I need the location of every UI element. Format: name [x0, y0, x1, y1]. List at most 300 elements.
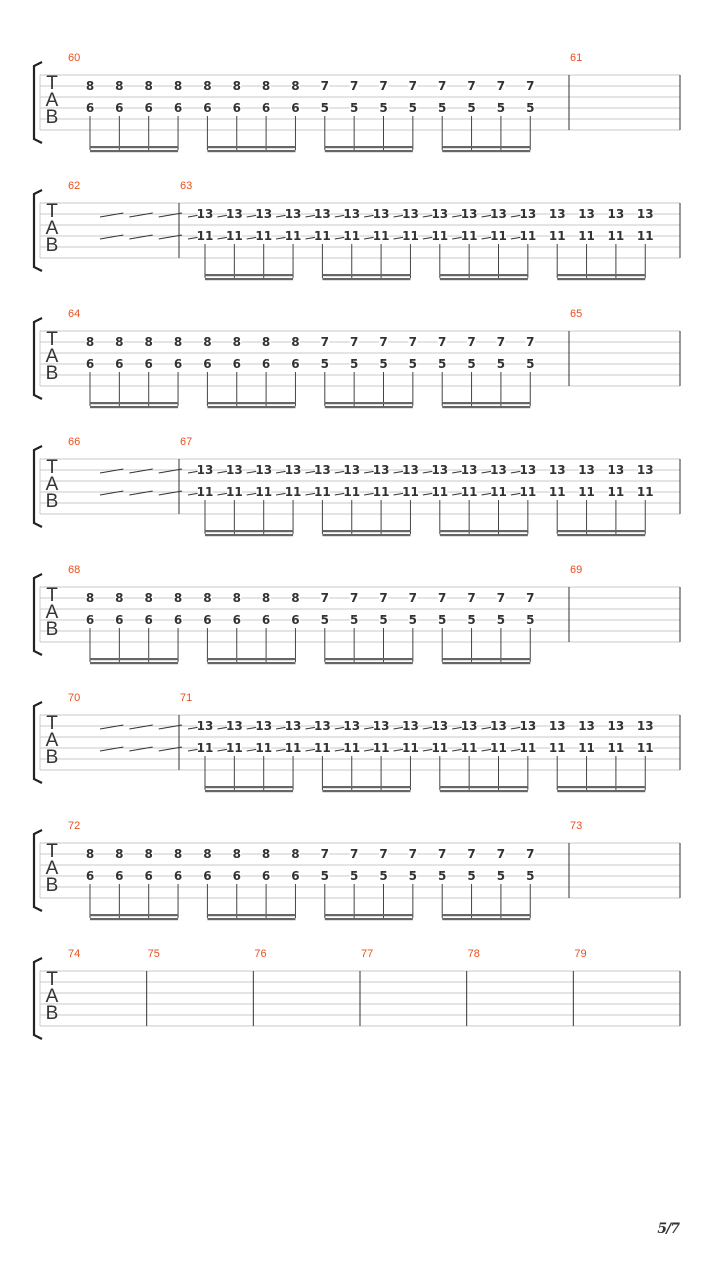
fret-number: 11: [431, 229, 449, 243]
fret-number: 13: [196, 463, 214, 477]
beam: [207, 914, 295, 916]
fret-number: 7: [467, 847, 476, 861]
fret-number: 5: [467, 613, 476, 627]
tab-clef-letter: A: [45, 346, 59, 367]
beam: [207, 918, 295, 920]
measure-number: 63: [180, 180, 193, 192]
fret-number: 8: [85, 79, 95, 93]
tab-clef-letter: B: [45, 875, 59, 896]
fret-number: 5: [438, 101, 447, 115]
fret-number: 8: [144, 79, 153, 93]
fret-number: 7: [438, 335, 447, 349]
fret-number: 5: [496, 101, 506, 115]
beam: [207, 150, 295, 152]
fret-number: 11: [519, 485, 537, 499]
fret-number: 8: [261, 79, 271, 93]
beam: [325, 150, 413, 152]
measure-number: 68: [68, 564, 81, 576]
fret-number: 13: [402, 207, 419, 221]
beam: [557, 534, 645, 536]
beam: [557, 274, 645, 276]
fret-number: 6: [203, 869, 212, 883]
fret-number: 6: [261, 101, 271, 115]
fret-number: 11: [255, 229, 273, 243]
tab-clef-letter: A: [45, 218, 59, 239]
fret-number: 7: [438, 591, 447, 605]
fret-number: 5: [320, 101, 329, 115]
beam: [207, 406, 295, 408]
tab-clef-letter: B: [45, 619, 59, 640]
fret-number: 7: [379, 847, 388, 861]
system-bracket: [34, 702, 42, 783]
fret-number: 8: [144, 847, 153, 861]
beam: [90, 402, 178, 404]
fret-number: 8: [232, 591, 241, 605]
fret-number: 6: [115, 357, 124, 371]
fret-number: 7: [320, 79, 329, 93]
fret-number: 6: [261, 357, 271, 371]
tab-clef-letter: B: [45, 235, 59, 256]
fret-number: 7: [349, 591, 359, 605]
fret-number: 5: [526, 357, 535, 371]
fret-number: 6: [203, 613, 212, 627]
fret-number: 8: [291, 591, 300, 605]
fret-number: 5: [438, 869, 447, 883]
tab-clef-letter: T: [46, 329, 58, 350]
fret-number: 13: [314, 207, 331, 221]
fret-number: 5: [408, 869, 418, 883]
fret-number: 13: [578, 463, 595, 477]
fret-number: 6: [85, 613, 95, 627]
fret-number: 6: [115, 869, 124, 883]
fret-number: 13: [548, 207, 566, 221]
fret-number: 7: [379, 335, 388, 349]
fret-number: 11: [548, 485, 566, 499]
fret-number: 13: [578, 207, 595, 221]
fret-number: 13: [607, 719, 625, 733]
beam: [207, 402, 295, 404]
beam: [442, 662, 530, 664]
tab-clef-letter: A: [45, 474, 59, 495]
system-bracket: [34, 958, 42, 1039]
fret-number: 8: [173, 847, 183, 861]
fret-number: 5: [320, 357, 329, 371]
fret-number: 8: [203, 847, 212, 861]
fret-number: 11: [314, 485, 331, 499]
fret-number: 13: [284, 207, 302, 221]
tab-clef-letter: T: [46, 969, 58, 990]
tab-clef-letter: T: [46, 841, 58, 862]
tab-clef-letter: T: [46, 201, 58, 222]
system-bracket: [34, 446, 42, 527]
fret-number: 5: [349, 357, 359, 371]
measure-number: 77: [361, 948, 374, 960]
fret-number: 13: [196, 719, 214, 733]
fret-number: 7: [408, 847, 418, 861]
fret-number: 8: [232, 847, 241, 861]
beam: [325, 918, 413, 920]
fret-number: 13: [519, 463, 537, 477]
fret-number: 13: [460, 719, 478, 733]
fret-number: 11: [402, 229, 419, 243]
fret-number: 8: [232, 79, 241, 93]
beam: [440, 534, 528, 536]
beam: [90, 918, 178, 920]
fret-number: 6: [291, 357, 300, 371]
fret-number: 11: [548, 229, 566, 243]
fret-number: 7: [467, 335, 476, 349]
fret-number: 11: [490, 229, 507, 243]
fret-number: 5: [349, 613, 359, 627]
fret-number: 13: [607, 463, 625, 477]
beam: [205, 530, 293, 532]
beam: [207, 662, 295, 664]
fret-number: 13: [225, 207, 243, 221]
fret-number: 6: [173, 869, 183, 883]
fret-number: 5: [349, 869, 359, 883]
fret-number: 13: [548, 463, 566, 477]
beam: [440, 790, 528, 792]
fret-number: 7: [526, 591, 535, 605]
fret-number: 8: [144, 591, 153, 605]
fret-number: 8: [144, 335, 153, 349]
fret-number: 13: [548, 719, 566, 733]
beam: [557, 790, 645, 792]
beam: [325, 662, 413, 664]
measure-number: 61: [570, 52, 583, 64]
fret-number: 8: [232, 335, 241, 349]
fret-number: 8: [115, 79, 124, 93]
fret-number: 11: [372, 229, 390, 243]
fret-number: 11: [578, 741, 595, 755]
beam: [207, 658, 295, 660]
fret-number: 13: [431, 207, 449, 221]
fret-number: 11: [255, 741, 273, 755]
fret-number: 5: [408, 357, 418, 371]
tab-clef-letter: A: [45, 730, 59, 751]
beam: [322, 274, 410, 276]
fret-number: 6: [232, 869, 241, 883]
fret-number: 13: [636, 719, 654, 733]
fret-number: 8: [85, 335, 95, 349]
fret-number: 6: [261, 869, 271, 883]
fret-number: 13: [314, 463, 331, 477]
fret-number: 8: [173, 591, 183, 605]
fret-number: 13: [343, 719, 361, 733]
measure-number: 74: [68, 948, 81, 960]
fret-number: 5: [379, 613, 388, 627]
measure-number: 65: [570, 308, 583, 320]
fret-number: 6: [115, 101, 124, 115]
fret-number: 5: [496, 613, 506, 627]
fret-number: 5: [526, 869, 535, 883]
fret-number: 11: [314, 229, 331, 243]
fret-number: 13: [519, 207, 537, 221]
fret-number: 11: [284, 485, 302, 499]
fret-number: 11: [314, 741, 331, 755]
measure-number: 72: [68, 820, 81, 832]
measure-number: 76: [254, 948, 267, 960]
fret-number: 11: [460, 229, 478, 243]
fret-number: 6: [85, 869, 95, 883]
fret-number: 7: [349, 847, 359, 861]
fret-number: 11: [284, 741, 302, 755]
fret-number: 8: [261, 847, 271, 861]
fret-number: 11: [284, 229, 302, 243]
fret-number: 11: [343, 485, 361, 499]
beam: [440, 786, 528, 788]
fret-number: 11: [402, 741, 419, 755]
fret-number: 13: [225, 463, 243, 477]
fret-number: 6: [203, 101, 212, 115]
fret-number: 8: [291, 79, 300, 93]
fret-number: 13: [490, 207, 507, 221]
fret-number: 7: [379, 79, 388, 93]
fret-number: 8: [203, 335, 212, 349]
fret-number: 8: [115, 591, 124, 605]
beam: [322, 786, 410, 788]
fret-number: 5: [467, 101, 476, 115]
fret-number: 7: [379, 591, 388, 605]
tab-clef-letter: B: [45, 363, 59, 384]
beam: [557, 278, 645, 280]
fret-number: 8: [173, 79, 183, 93]
tab-clef-letter: B: [45, 491, 59, 512]
fret-number: 6: [144, 357, 153, 371]
page-number: 5/7: [657, 1221, 679, 1237]
fret-number: 8: [261, 591, 271, 605]
fret-number: 7: [408, 335, 418, 349]
beam: [322, 278, 410, 280]
fret-number: 8: [173, 335, 183, 349]
fret-number: 7: [349, 335, 359, 349]
fret-number: 6: [115, 613, 124, 627]
fret-number: 7: [320, 335, 329, 349]
fret-number: 13: [372, 207, 390, 221]
fret-number: 5: [320, 613, 329, 627]
fret-number: 11: [196, 485, 214, 499]
fret-number: 13: [343, 207, 361, 221]
beam: [442, 402, 530, 404]
fret-number: 5: [379, 869, 388, 883]
fret-number: 11: [225, 229, 243, 243]
fret-number: 13: [431, 463, 449, 477]
fret-number: 13: [402, 463, 419, 477]
fret-number: 11: [519, 229, 537, 243]
measure-number: 62: [68, 180, 81, 192]
fret-number: 13: [519, 719, 537, 733]
system-bracket: [34, 574, 42, 655]
fret-number: 13: [255, 463, 273, 477]
fret-number: 7: [496, 847, 506, 861]
beam: [325, 658, 413, 660]
fret-number: 7: [526, 847, 535, 861]
fret-number: 5: [379, 101, 388, 115]
fret-number: 7: [408, 591, 418, 605]
fret-number: 11: [636, 229, 654, 243]
beam: [557, 530, 645, 532]
fret-number: 13: [372, 463, 390, 477]
beam: [440, 274, 528, 276]
fret-number: 6: [173, 101, 183, 115]
fret-number: 5: [496, 357, 506, 371]
fret-number: 6: [291, 101, 300, 115]
measure-number: 73: [570, 820, 583, 832]
fret-number: 11: [490, 741, 507, 755]
fret-number: 7: [496, 335, 506, 349]
fret-number: 13: [255, 719, 273, 733]
fret-number: 11: [548, 741, 566, 755]
fret-number: 13: [578, 719, 595, 733]
fret-number: 11: [431, 485, 449, 499]
fret-number: 11: [578, 485, 595, 499]
fret-number: 6: [203, 357, 212, 371]
beam: [442, 406, 530, 408]
beam: [322, 534, 410, 536]
fret-number: 7: [467, 591, 476, 605]
fret-number: 6: [261, 613, 271, 627]
fret-number: 6: [232, 101, 241, 115]
fret-number: 6: [144, 613, 153, 627]
fret-number: 7: [526, 79, 535, 93]
fret-number: 6: [291, 613, 300, 627]
system-bracket: [34, 318, 42, 399]
fret-number: 5: [438, 613, 447, 627]
fret-number: 7: [320, 847, 329, 861]
beam: [325, 146, 413, 148]
fret-number: 5: [496, 869, 506, 883]
fret-number: 6: [85, 357, 95, 371]
fret-number: 13: [284, 719, 302, 733]
fret-number: 11: [343, 741, 361, 755]
fret-number: 6: [173, 613, 183, 627]
beam: [325, 406, 413, 408]
measure-number: 60: [68, 52, 81, 64]
fret-number: 7: [496, 591, 506, 605]
system-bracket: [34, 190, 42, 271]
fret-number: 13: [607, 207, 625, 221]
beam: [90, 658, 178, 660]
beam: [90, 406, 178, 408]
fret-number: 13: [431, 719, 449, 733]
beam: [442, 658, 530, 660]
fret-number: 7: [496, 79, 506, 93]
measure-number: 71: [180, 692, 193, 704]
fret-number: 8: [203, 591, 212, 605]
fret-number: 6: [173, 357, 183, 371]
beam: [205, 278, 293, 280]
fret-number: 11: [225, 485, 243, 499]
beam: [205, 790, 293, 792]
tab-clef-letter: B: [45, 747, 59, 768]
fret-number: 13: [636, 207, 654, 221]
fret-number: 6: [232, 357, 241, 371]
fret-number: 7: [408, 79, 418, 93]
fret-number: 11: [372, 741, 390, 755]
measure-number: 66: [68, 436, 81, 448]
fret-number: 7: [438, 847, 447, 861]
beam: [205, 786, 293, 788]
fret-number: 11: [607, 229, 625, 243]
fret-number: 8: [291, 335, 300, 349]
fret-number: 11: [225, 741, 243, 755]
fret-number: 8: [85, 847, 95, 861]
measure-number: 67: [180, 436, 193, 448]
fret-number: 13: [284, 463, 302, 477]
beam: [90, 914, 178, 916]
fret-number: 11: [372, 485, 390, 499]
fret-number: 11: [519, 741, 537, 755]
beam: [440, 278, 528, 280]
beam: [322, 530, 410, 532]
fret-number: 5: [320, 869, 329, 883]
measure-number: 64: [68, 308, 81, 320]
fret-number: 8: [115, 335, 124, 349]
beam: [90, 146, 178, 148]
fret-number: 13: [402, 719, 419, 733]
fret-number: 8: [291, 847, 300, 861]
tab-clef-letter: B: [45, 1003, 59, 1024]
fret-number: 11: [196, 741, 214, 755]
fret-number: 5: [379, 357, 388, 371]
measure-number: 69: [570, 564, 583, 576]
fret-number: 5: [349, 101, 359, 115]
beam: [557, 786, 645, 788]
fret-number: 11: [343, 229, 361, 243]
fret-number: 6: [232, 613, 241, 627]
fret-number: 11: [431, 741, 449, 755]
beam: [205, 274, 293, 276]
measure-number: 79: [574, 948, 587, 960]
tab-clef-letter: A: [45, 986, 59, 1007]
tab-clef-letter: T: [46, 73, 58, 94]
fret-number: 11: [636, 741, 654, 755]
fret-number: 7: [467, 79, 476, 93]
fret-number: 5: [467, 869, 476, 883]
fret-number: 13: [225, 719, 243, 733]
beam: [90, 662, 178, 664]
beam: [207, 146, 295, 148]
fret-number: 7: [526, 335, 535, 349]
fret-number: 13: [490, 463, 507, 477]
tab-clef-letter: T: [46, 457, 58, 478]
tab-clef-letter: A: [45, 858, 59, 879]
fret-number: 5: [438, 357, 447, 371]
fret-number: 13: [343, 463, 361, 477]
fret-number: 13: [636, 463, 654, 477]
fret-number: 5: [467, 357, 476, 371]
fret-number: 13: [255, 207, 273, 221]
measure-number: 75: [147, 948, 160, 960]
fret-number: 8: [115, 847, 124, 861]
fret-number: 11: [460, 741, 478, 755]
fret-number: 7: [349, 79, 359, 93]
fret-number: 13: [460, 463, 478, 477]
beam: [440, 530, 528, 532]
fret-number: 11: [636, 485, 654, 499]
tab-clef-letter: B: [45, 107, 59, 128]
tab-clef-letter: A: [45, 90, 59, 111]
fret-number: 6: [144, 101, 153, 115]
fret-number: 11: [490, 485, 507, 499]
fret-number: 13: [372, 719, 390, 733]
fret-number: 11: [578, 229, 595, 243]
fret-number: 5: [408, 101, 418, 115]
fret-number: 11: [402, 485, 419, 499]
system-bracket: [34, 62, 42, 143]
fret-number: 6: [144, 869, 153, 883]
beam: [325, 914, 413, 916]
